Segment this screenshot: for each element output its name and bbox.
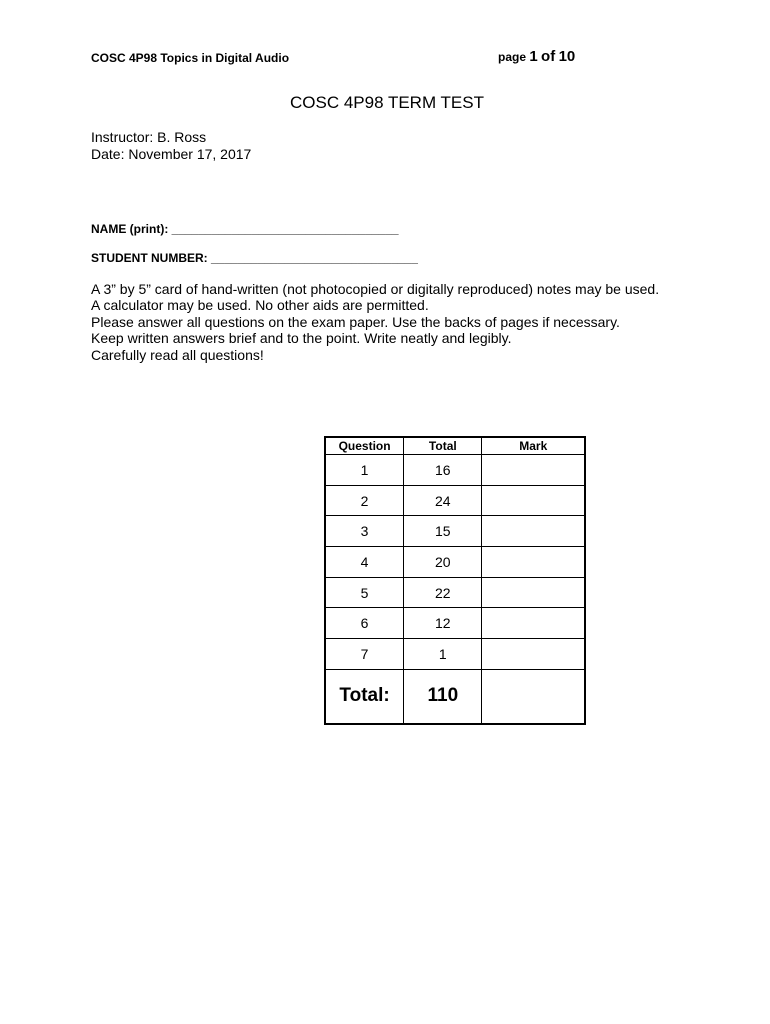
table-row [325,455,585,486]
page-of-label: of [541,48,556,65]
total-cell: 20 [404,547,482,578]
instruction-line: Keep written answers brief and to the point. Write neatly and legibly. [91,330,512,347]
total-cell: 24 [404,485,482,516]
mark-cell[interactable] [482,455,585,486]
table-row [325,608,585,639]
total-value-cell: 110 [404,669,482,724]
total-cell: 15 [404,516,482,547]
question-cell: 3 [325,516,404,547]
table-header-row [325,437,585,455]
column-header-question: Question [325,437,404,455]
total-cell: 1 [404,639,482,670]
question-cell: 2 [325,485,404,516]
mark-cell[interactable] [482,577,585,608]
marks-table [324,436,586,725]
table-row [325,639,585,670]
page-total: 10 [558,48,576,65]
instructions [91,281,659,363]
table-total-row [325,669,585,724]
page-title: COSC 4P98 TERM TEST [290,93,484,112]
column-header-mark: Mark [482,437,585,455]
table-row [325,577,585,608]
course-header: COSC 4P98 Topics in Digital Audio [91,51,290,65]
mark-cell[interactable] [482,547,585,578]
name-field[interactable]: NAME (print): __________________________________ [91,222,399,236]
exam-info [91,129,251,163]
page-indicator [498,48,575,65]
student-number-field[interactable]: STUDENT NUMBER: _______________________________ [91,251,418,265]
total-mark-cell[interactable] [482,669,585,724]
question-cell: 5 [325,577,404,608]
mark-cell[interactable] [482,608,585,639]
instruction-line: A 3” by 5” card of hand-written (not photocopied or digitally reproduced) notes may be used. [91,281,660,297]
question-cell: 7 [325,639,404,670]
total-cell: 16 [404,455,482,486]
column-header-total: Total [404,437,482,455]
total-label-cell: Total: [325,669,404,724]
instructor-line: Instructor: B. Ross [91,129,207,145]
mark-cell[interactable] [482,485,585,516]
question-cell: 4 [325,547,404,578]
instruction-line: Please answer all questions on the exam paper. Use the backs of pages if necessary. [91,313,620,330]
table-row [325,547,585,578]
question-cell: 6 [325,608,404,639]
table-row [325,485,585,516]
instruction-line: Carefully read all questions! [91,346,264,363]
instruction-line: A calculator may be used. No other aids are permitted. [91,297,429,314]
page-number: 1 [529,48,538,65]
table-row [325,516,585,547]
mark-cell[interactable] [482,516,585,547]
question-cell: 1 [325,455,404,486]
date-line: Date: November 17, 2017 [91,146,252,162]
mark-cell[interactable] [482,639,585,670]
page-prefix: page [498,50,527,64]
total-cell: 22 [404,577,482,608]
total-cell: 12 [404,608,482,639]
